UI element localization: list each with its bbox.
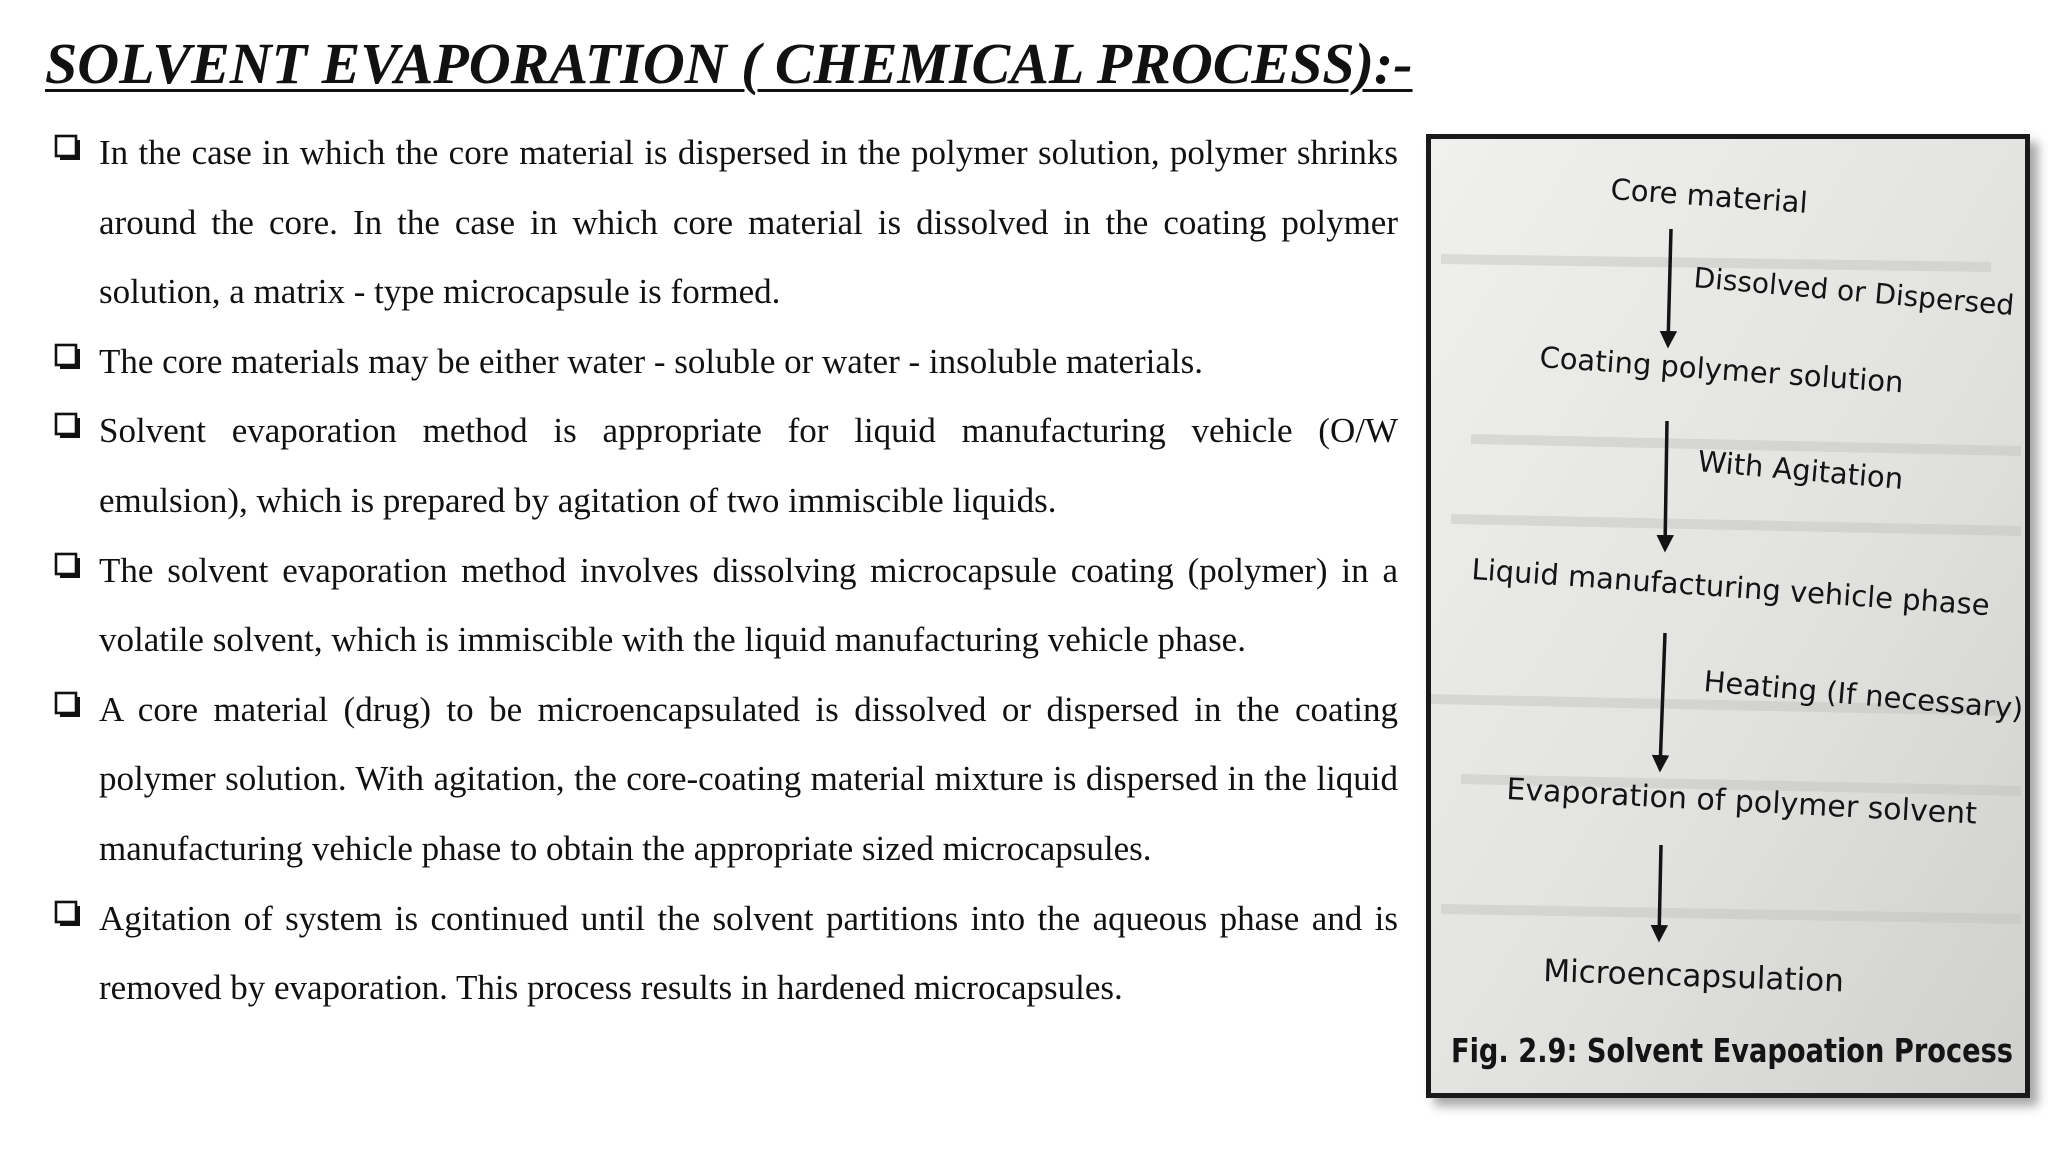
flow-step-coating-polymer-solution: Coating polymer solution: [1538, 340, 1905, 400]
slide-title: SOLVENT EVAPORATION ( CHEMICAL PROCESS):-: [45, 31, 1413, 96]
bullet-item: [52, 884, 1398, 1023]
figure-caption: Fig. 2.9: Solvent Evapoation Process: [1451, 1031, 2013, 1070]
bullet-text: The solvent evaporation method involves dissolving microcapsule coating (polymer) in a volatile solvent, which is immiscible with the liquid manufacturing vehicle phase.: [99, 550, 1398, 660]
checkbox-bullet-icon: [54, 130, 82, 162]
checkbox-bullet-icon: [54, 548, 82, 580]
bullet-item: [52, 327, 1398, 397]
bullet-list: [52, 118, 1398, 1023]
bullet-item: [52, 118, 1398, 327]
flowchart-diagram: [1431, 139, 2025, 1093]
bullet-item: [52, 396, 1398, 535]
down-arrow-icon: [1659, 845, 1661, 939]
arrow-label-with-agitation: With Agitation: [1696, 444, 1905, 496]
flowchart-figure: [1426, 134, 2030, 1098]
checkbox-bullet-icon: [54, 896, 82, 928]
bullet-text: A core material (drug) to be microencapsulated is dissolved or dispersed in the coating polymer solution. With agitation, the core-coating material mixture is dispersed in the liquid manufacturing vehicle phase to obtain the appropriate sized microcapsules.: [99, 689, 1398, 868]
bullet-text: The core materials may be either water - soluble or water - insoluble materials.: [99, 341, 1204, 381]
checkbox-bullet-icon: [54, 339, 82, 371]
flow-step-core-material: Core material: [1609, 172, 1809, 220]
bullet-text: Solvent evaporation method is appropriate for liquid manufacturing vehicle (O/W emulsion), which is prepared by agitation of two immiscible liquids.: [99, 411, 1398, 520]
flow-step-liquid-vehicle-phase: Liquid manufacturing vehicle phase: [1470, 552, 1991, 623]
arrow-label-heating: Heating (If necessary): [1702, 664, 2025, 726]
checkbox-bullet-icon: [54, 408, 82, 440]
bullet-text: In the case in which the core material is dispersed in the polymer solution, polymer shrinks around the core. In the case in which core material is dissolved in the coating polymer solution, a matrix - type microcapsule is formed.: [99, 133, 1398, 312]
arrow-label-dissolved-dispersed: Dissolved or Dispersed: [1692, 261, 2016, 322]
bullet-item: [52, 536, 1398, 675]
checkbox-bullet-icon: [54, 687, 82, 719]
down-arrow-icon: [1665, 421, 1667, 549]
flow-step-microencapsulation: Microencapsulation: [1542, 953, 1845, 1000]
flow-step-evaporation: Evaporation of polymer solvent: [1505, 772, 1978, 832]
bullet-text: Agitation of system is continued until the solvent partitions into the aqueous phase and is removed by evaporation. This process results in hardened microcapsules.: [99, 898, 1398, 1008]
bullet-item: [52, 675, 1398, 884]
